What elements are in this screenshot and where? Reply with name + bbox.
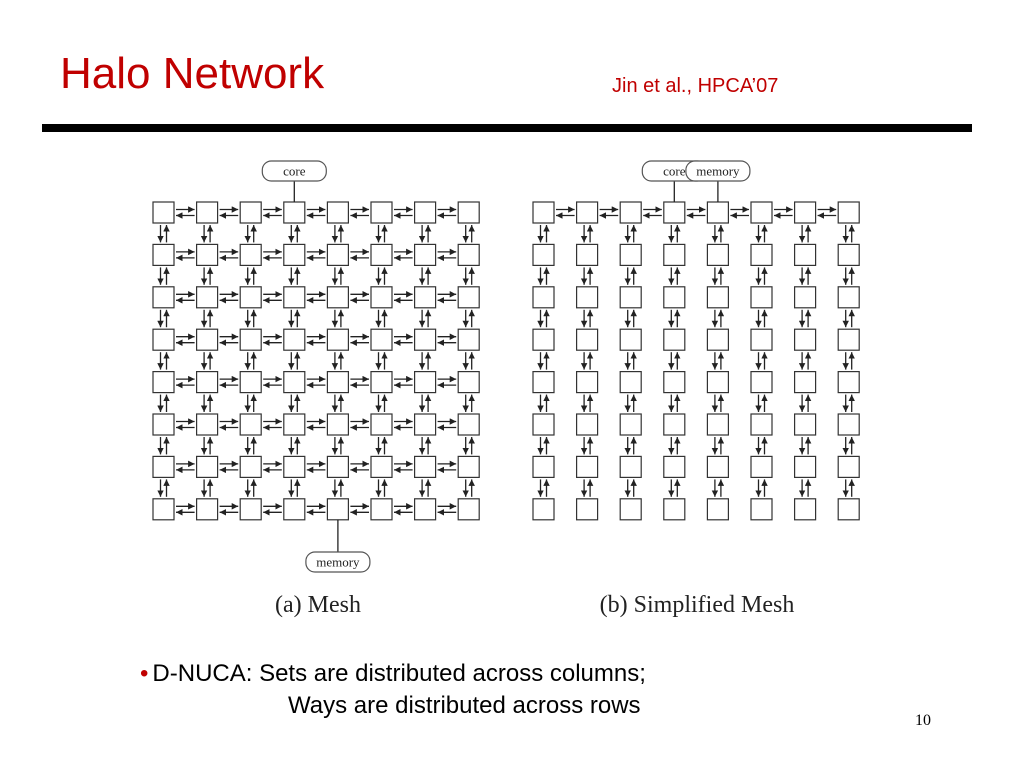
cache-bank <box>577 202 598 223</box>
cache-bank <box>327 244 348 265</box>
cache-bank <box>707 499 728 520</box>
cache-bank <box>415 244 436 265</box>
cache-bank <box>664 329 685 350</box>
cache-bank <box>284 499 305 520</box>
mesh-nodes <box>153 202 479 520</box>
cache-bank <box>620 414 641 435</box>
cache-bank <box>284 414 305 435</box>
cache-bank <box>533 287 554 308</box>
cache-bank <box>751 499 772 520</box>
cache-bank <box>795 456 816 477</box>
cache-bank <box>153 456 174 477</box>
simplified-mesh-caption: (b) Simplified Mesh <box>599 592 795 618</box>
simplified-mesh-memory-node <box>686 161 750 202</box>
cache-bank <box>533 499 554 520</box>
cache-bank <box>795 202 816 223</box>
cache-bank <box>371 414 392 435</box>
cache-bank <box>371 244 392 265</box>
cache-bank <box>327 456 348 477</box>
cache-bank <box>153 414 174 435</box>
cache-bank <box>327 329 348 350</box>
cache-bank <box>664 372 685 393</box>
cache-bank <box>371 456 392 477</box>
cache-bank <box>795 244 816 265</box>
cache-bank <box>458 372 479 393</box>
cache-bank <box>620 372 641 393</box>
mesh-memory-node <box>306 520 370 572</box>
bullet-text-line2: Ways are distributed across rows <box>288 692 641 719</box>
cache-bank <box>415 329 436 350</box>
cache-bank <box>577 244 598 265</box>
cache-bank <box>751 372 772 393</box>
cache-bank <box>371 372 392 393</box>
cache-bank <box>284 287 305 308</box>
cache-bank <box>533 202 554 223</box>
cache-bank <box>664 499 685 520</box>
memory-label: memory <box>696 163 740 179</box>
cache-bank <box>533 414 554 435</box>
cache-bank <box>707 202 728 223</box>
cache-bank <box>153 287 174 308</box>
cache-bank <box>707 372 728 393</box>
cache-bank <box>838 244 859 265</box>
cache-bank <box>327 414 348 435</box>
cache-bank <box>577 499 598 520</box>
cache-bank <box>664 414 685 435</box>
cache-bank <box>327 287 348 308</box>
core-label: core <box>283 163 306 179</box>
cache-bank <box>153 329 174 350</box>
cache-bank <box>197 456 218 477</box>
cache-bank <box>197 244 218 265</box>
cache-bank <box>197 372 218 393</box>
cache-bank <box>620 499 641 520</box>
cache-bank <box>284 202 305 223</box>
cache-bank <box>240 287 261 308</box>
cache-bank <box>838 499 859 520</box>
cache-bank <box>371 287 392 308</box>
cache-bank <box>838 372 859 393</box>
cache-bank <box>751 414 772 435</box>
cache-bank <box>458 414 479 435</box>
cache-bank <box>533 372 554 393</box>
cache-bank <box>577 372 598 393</box>
cache-bank <box>284 329 305 350</box>
cache-bank <box>751 456 772 477</box>
cache-bank <box>577 287 598 308</box>
cache-bank <box>153 202 174 223</box>
cache-bank <box>838 414 859 435</box>
cache-bank <box>838 329 859 350</box>
cache-bank <box>533 244 554 265</box>
cache-bank <box>577 414 598 435</box>
cache-bank <box>240 202 261 223</box>
cache-bank <box>284 244 305 265</box>
cache-bank <box>415 456 436 477</box>
mesh-diagram <box>153 161 479 618</box>
page-number: 10 <box>915 712 931 729</box>
cache-bank <box>327 202 348 223</box>
cache-bank <box>153 372 174 393</box>
cache-bank <box>284 456 305 477</box>
cache-bank <box>533 456 554 477</box>
cache-bank <box>458 244 479 265</box>
cache-bank <box>240 244 261 265</box>
slide-title: Halo Network <box>60 49 325 98</box>
cache-bank <box>197 499 218 520</box>
cache-bank <box>533 329 554 350</box>
cache-bank <box>838 456 859 477</box>
citation: Jin et al., HPCA’07 <box>612 75 779 97</box>
core-label: core <box>663 163 686 179</box>
cache-bank <box>153 244 174 265</box>
cache-bank <box>197 202 218 223</box>
cache-bank <box>240 372 261 393</box>
simplified-mesh-nodes <box>533 202 859 520</box>
memory-label: memory <box>316 554 360 570</box>
cache-bank <box>664 244 685 265</box>
cache-bank <box>197 414 218 435</box>
cache-bank <box>284 372 305 393</box>
cache-bank <box>707 244 728 265</box>
cache-bank <box>458 456 479 477</box>
cache-bank <box>415 499 436 520</box>
cache-bank <box>707 287 728 308</box>
cache-bank <box>795 287 816 308</box>
cache-bank <box>751 287 772 308</box>
cache-bank <box>240 329 261 350</box>
cache-bank <box>751 202 772 223</box>
simplified-mesh-diagram <box>533 161 859 618</box>
cache-bank <box>371 499 392 520</box>
cache-bank <box>707 329 728 350</box>
cache-bank <box>371 202 392 223</box>
cache-bank <box>415 414 436 435</box>
cache-bank <box>327 499 348 520</box>
cache-bank <box>795 414 816 435</box>
cache-bank <box>197 287 218 308</box>
cache-bank <box>620 287 641 308</box>
cache-bank <box>415 287 436 308</box>
cache-bank <box>153 499 174 520</box>
cache-bank <box>795 329 816 350</box>
bullet-point <box>140 658 646 722</box>
cache-bank <box>707 456 728 477</box>
cache-bank <box>577 329 598 350</box>
cache-bank <box>415 372 436 393</box>
cache-bank <box>327 372 348 393</box>
cache-bank <box>240 499 261 520</box>
cache-bank <box>620 329 641 350</box>
bullet-marker: • <box>140 660 149 687</box>
cache-bank <box>795 499 816 520</box>
cache-bank <box>415 202 436 223</box>
cache-bank <box>620 202 641 223</box>
cache-bank <box>664 287 685 308</box>
cache-bank <box>664 202 685 223</box>
mesh-caption: (a) Mesh <box>275 592 361 618</box>
cache-bank <box>458 329 479 350</box>
cache-bank <box>240 456 261 477</box>
cache-bank <box>458 287 479 308</box>
bullet-text-line1: D-NUCA: Sets are distributed across columns; <box>152 660 646 687</box>
cache-bank <box>458 202 479 223</box>
cache-bank <box>707 414 728 435</box>
cache-bank <box>795 372 816 393</box>
cache-bank <box>577 456 598 477</box>
cache-bank <box>751 244 772 265</box>
cache-bank <box>240 414 261 435</box>
mesh-core-node <box>262 161 326 202</box>
cache-bank <box>458 499 479 520</box>
cache-bank <box>664 456 685 477</box>
cache-bank <box>371 329 392 350</box>
cache-bank <box>620 244 641 265</box>
cache-bank <box>197 329 218 350</box>
cache-bank <box>620 456 641 477</box>
cache-bank <box>838 202 859 223</box>
cache-bank <box>751 329 772 350</box>
cache-bank <box>838 287 859 308</box>
